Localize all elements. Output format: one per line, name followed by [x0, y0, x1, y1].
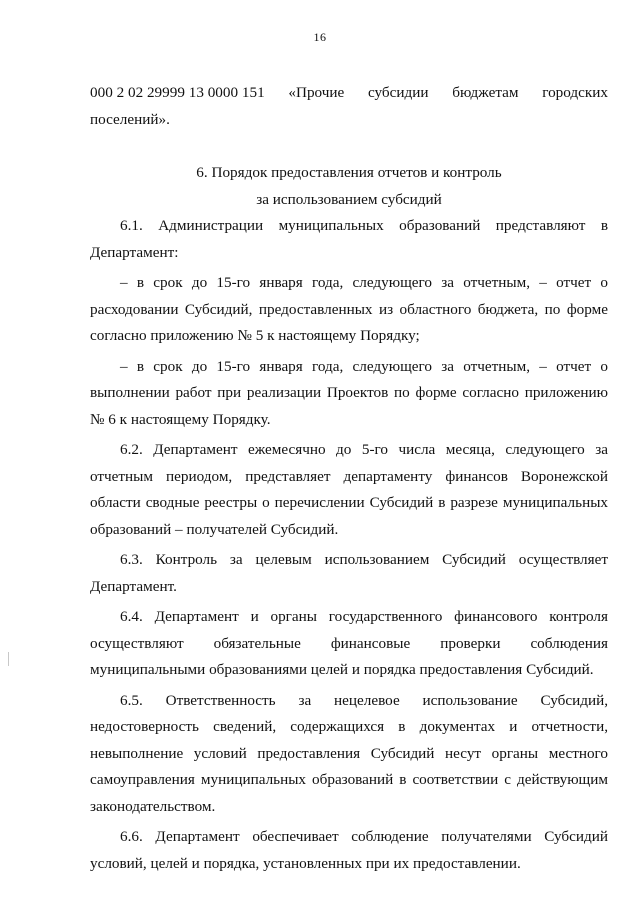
- budget-code-word: субсидии: [368, 84, 429, 101]
- paragraph-list-item: – в срок до 15-го января года, следующего за отчетным, – отчет о расходовании Субсидий, предоставленных из областного бюджета, по форме согласно приложению № 5 к настоящему Порядку;: [90, 274, 608, 344]
- budget-code-word: «Прочие: [288, 84, 345, 101]
- scan-margin-mark: [8, 652, 9, 666]
- budget-code-line: [90, 80, 608, 107]
- budget-code: 000 2 02 29999 13 0000 151: [90, 84, 265, 101]
- paragraph-6-1: 6.1. Администрации муниципальных образований представляют в Департамент:: [90, 217, 608, 261]
- paragraph-6-3: 6.3. Контроль за целевым использованием Субсидий осуществляет Департамент.: [90, 551, 608, 595]
- paragraph-6-6: 6.6. Департамент обеспечивает соблюдение получателями Субсидий условий, целей и порядка, установленных при их предоставлении.: [90, 828, 608, 872]
- document-body: [90, 80, 608, 877]
- budget-code-word: бюджетам: [452, 84, 519, 101]
- budget-code-word: городских: [542, 84, 608, 101]
- section-heading-line: за использованием субсидий: [256, 190, 442, 208]
- page-number: 16: [313, 30, 327, 44]
- paragraph-6-2: 6.2. Департамент ежемесячно до 5-го числа месяца, следующего за отчетным периодом, представляет департаменту финансов Воронежской области сводные реестры о перечислении Субсидий в разрезе муниципальных образований – получателей Субсидий.: [90, 441, 608, 538]
- paragraph-list-item: – в срок до 15-го января года, следующего за отчетным, – отчет о выполнении работ при реализации Проектов по форме согласно приложению № 6 к настоящему Порядку.: [90, 357, 608, 428]
- section-heading: [90, 160, 608, 213]
- paragraph-6-4: 6.4. Департамент и органы государственного финансового контроля осуществляют обязательные финансовые проверки соблюдения муниципальными образованиями целей и порядка предоставления Субсидий.: [90, 608, 608, 678]
- section-heading-line: 6. Порядок предоставления отчетов и контроль: [196, 164, 502, 181]
- paragraph-6-5: 6.5. Ответственность за нецелевое использование Субсидий, недостоверность сведений, содержащихся в документах и отчетности, невыполнение условий предоставления Субсидий несут органы местного самоуправления муниципальных образований в соответствии с действующим законодательством.: [90, 691, 608, 815]
- budget-code-continuation: поселений».: [90, 110, 170, 128]
